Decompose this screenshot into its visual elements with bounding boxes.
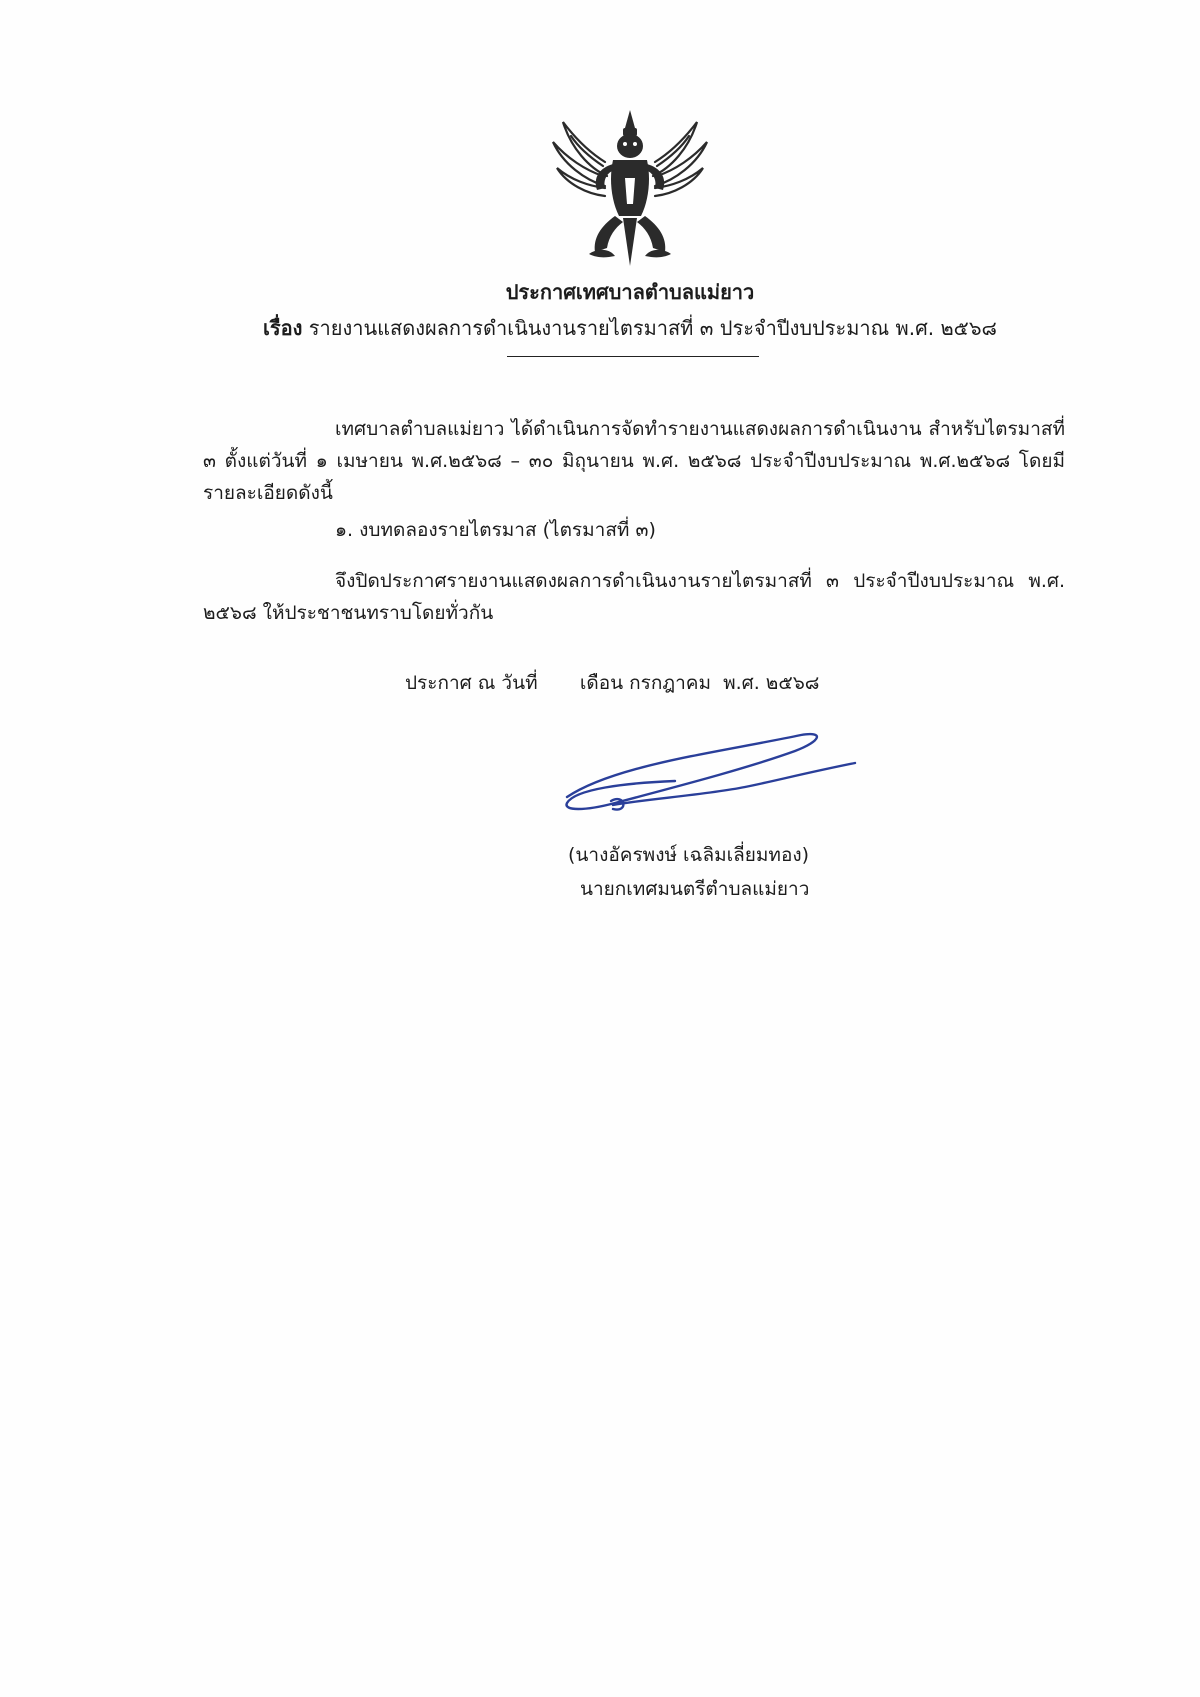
signatory-position: นายกเทศมนตรีตำบลแม่ยาว: [580, 878, 810, 900]
announcement-title: ประกาศเทศบาลตำบลแม่ยาว: [505, 280, 755, 304]
subject-text: รายงานแสดงผลการดำเนินงานรายไตรมาสที่ ๓ ประจำปีงบประมาณ พ.ศ. ๒๕๖๘: [308, 316, 997, 340]
announcement-subject: [0, 312, 1200, 344]
list-item-1: ๑. งบทดลองรายไตรมาส (ไตรมาสที่ ๓): [335, 519, 656, 541]
signatory-name: (นางอัครพงษ์ เฉลิมเลี่ยมทอง): [568, 844, 810, 866]
announcement-date-line: ประกาศ ณ วันที่ เดือน กรกฎาคม พ.ศ. ๒๕๖๘: [405, 672, 820, 694]
subject-label: เรื่อง: [263, 316, 303, 340]
body-paragraph-2: จึงปิดประกาศรายงานแสดงผลการดำเนินงานรายไตรมาสที่ ๓ ประจำปีงบประมาณ พ.ศ. ๒๕๖๘ ให้ประชาชนทราบโดยทั่วกัน: [203, 570, 1065, 624]
title-divider: [507, 356, 759, 357]
body-paragraph-1: เทศบาลตำบลแม่ยาว ได้ดำเนินการจัดทำรายงานแสดงผลการดำเนินงาน สำหรับไตรมาสที่ ๓ ตั้งแต่วันที่ ๑ เมษายน พ.ศ.๒๕๖๘ – ๓๐ มิถุนายน พ.ศ. ๒๕๖๘ ประจำปีงบประมาณ พ.ศ.๒๕๖๘ โดยมีรายละเอียดดังนี้: [203, 418, 1065, 504]
signature-icon: [555, 725, 875, 825]
garuda-emblem-icon: [549, 108, 711, 268]
